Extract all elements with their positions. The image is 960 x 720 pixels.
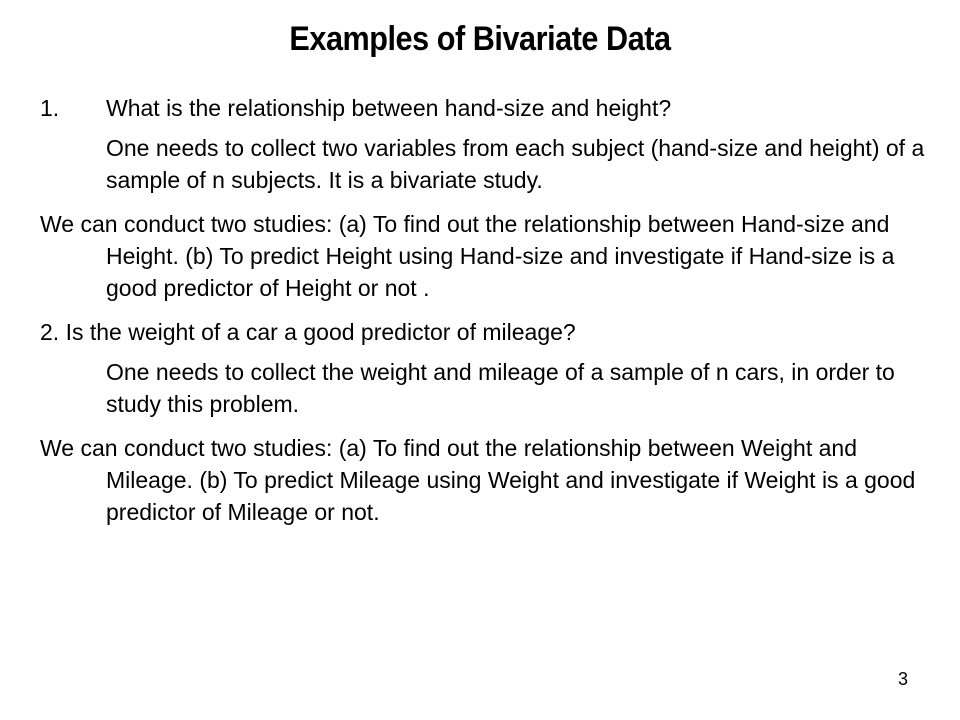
item-1-question: What is the relationship between hand-size and height? [106, 95, 672, 121]
item-2-detail: One needs to collect the weight and mileage of a sample of n cars, in order to study this problem. [106, 359, 895, 417]
item-1-number: 1. [40, 95, 60, 121]
page-number: 3 [897, 669, 908, 689]
item-2-question: 2. Is the weight of a car a good predictor of mileage? [40, 319, 576, 345]
slide-title: Examples of Bivariate Data [289, 20, 671, 58]
item-1-studies: We can conduct two studies: (a) To find out the relationship between Hand-size and Height. (b) To predict Height using Hand-size and investigate if Hand-size is a good predictor of Height or not . [40, 211, 895, 301]
item-1-question-paragraph [40, 92, 930, 124]
slide-body [40, 92, 930, 540]
item-2-studies: We can conduct two studies: (a) To find out the relationship between Weight and Mileage. (b) To predict Mileage using Weight and investigate if Weight is a good predictor of Mileage or not. [40, 435, 916, 525]
item-1-detail: One needs to collect two variables from each subject (hand-size and height) of a sample of n subjects. It is a bivariate study. [106, 135, 925, 193]
